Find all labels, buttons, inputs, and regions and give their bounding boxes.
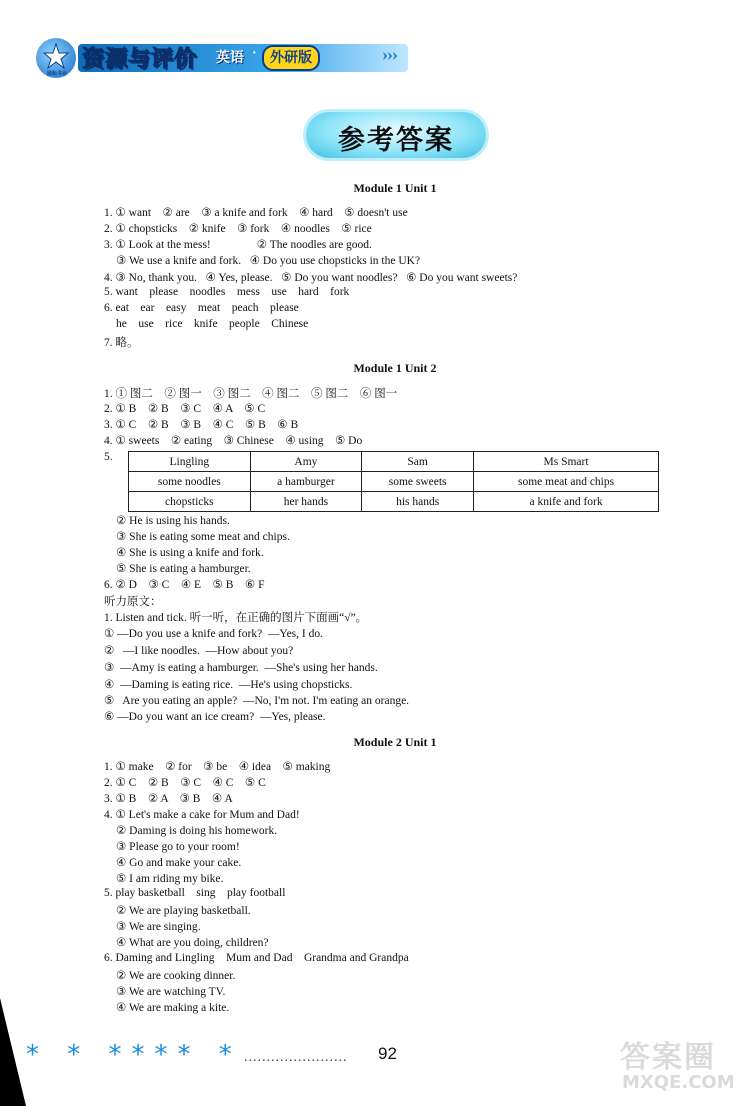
subject-label: 英语 (216, 50, 244, 66)
answer-line: 5. play basketball sing play football (104, 887, 286, 899)
table-cell: Sam (362, 452, 474, 472)
answer-line: 6. eat ear easy meat peach please (104, 302, 299, 314)
answer-line: 1. ① want ② are ③ a knife and fork ④ hard ⑤ doesn't use (104, 207, 408, 219)
module-heading: Module 1 Unit 2 (353, 361, 437, 375)
chevron-right-icon: ››› (382, 44, 397, 64)
table-cell: some sweets (362, 472, 474, 492)
answer-line: 5. want please noodles mess use hard fork (104, 286, 350, 298)
answer-line: 1. Listen and tick. 听一听，在正确的图片下面画“√”。 (104, 612, 368, 624)
corner-decoration (0, 998, 26, 1106)
answer-line: ⑤ She is eating a hamburger. (116, 563, 251, 575)
series-title: 资源与评价 (82, 47, 198, 72)
answer-line: ③ We use a knife and fork. ④ Do you use chopsticks in the UK? (116, 255, 421, 267)
answer-line: 1. ① make ② for ③ be ④ idea ⑤ making (104, 761, 331, 773)
answer-line: ④ We are making a kite. (116, 1002, 230, 1014)
logo-caption: 励耘书业 (46, 71, 67, 77)
answer-line: 4. ① Let's make a cake for Mum and Dad! (104, 809, 300, 821)
answer-line: 2. ① chopsticks ② knife ③ fork ④ noodles ⑤ rice (104, 223, 372, 235)
page-number: 92 (378, 1044, 397, 1063)
star-decoration-icon: * * **** * (26, 1040, 242, 1070)
answer-line: 3. ① C ② B ③ B ④ C ⑤ B ⑥ B (104, 419, 299, 431)
table-cell: some noodles (129, 472, 251, 492)
table-cell: a knife and fork (474, 492, 659, 512)
answer-line: ⑤ Are you eating an apple? —No, I'm not. I'm eating an orange. (104, 695, 410, 707)
answer-line: ③ She is eating some meat and chips. (116, 531, 290, 543)
answer-line: 2. ① B ② B ③ C ④ A ⑤ C (104, 403, 266, 415)
table-row (129, 452, 659, 472)
answer-line: 5. (104, 451, 113, 463)
answer-line: 6. ② D ③ C ④ E ⑤ B ⑥ F (104, 579, 265, 591)
table-cell: his hands (362, 492, 474, 512)
answer-line: ④ —Daming is eating rice. —He's using chopsticks. (104, 679, 353, 691)
leader-dots: ....................... (244, 1050, 348, 1065)
module-heading: Module 1 Unit 1 (353, 181, 437, 195)
book-header (36, 36, 436, 82)
answer-line: ③ Please go to your room! (116, 841, 240, 853)
answer-line: 7. 略。 (104, 337, 139, 349)
answer-line: 3. ① Look at the mess! ② The noodles are good. (104, 239, 372, 251)
answer-line: ② We are cooking dinner. (116, 970, 236, 982)
table-cell: Ms Smart (474, 452, 659, 472)
answer-line: 6. Daming and Lingling Mum and Dad Grandma and Grandpa (104, 952, 409, 964)
answer-table (128, 451, 659, 512)
answer-title-banner (306, 112, 486, 158)
answer-line: ③ We are watching TV. (116, 986, 226, 998)
answer-line: 4. ③ No, thank you. ④ Yes, please. ⑤ Do you want noodles? ⑥ Do you want sweets? (104, 272, 518, 284)
watermark-url: MXQE.COM (622, 1072, 735, 1093)
watermark-text: 答案圈 (620, 1040, 716, 1075)
table-cell: a hamburger (250, 472, 362, 492)
watermark-logo (600, 1030, 740, 1100)
table-cell: chopsticks (129, 492, 251, 512)
answer-line: ⑥ —Do you want an ice cream? —Yes, please. (104, 711, 326, 723)
table-cell: some meat and chips (474, 472, 659, 492)
page-title: 参考答案 (338, 125, 454, 156)
answer-line: ② We are playing basketball. (116, 905, 251, 917)
answer-line: he use rice knife people Chinese (116, 318, 309, 330)
module-heading: Module 2 Unit 1 (353, 735, 437, 749)
table-cell: her hands (250, 492, 362, 512)
edition-badge: 外研版 (262, 45, 320, 71)
answer-line: ② He is using his hands. (116, 515, 230, 527)
separator: · (252, 46, 257, 61)
answer-line: ② Daming is doing his homework. (116, 825, 278, 837)
answer-line: 4. ① sweets ② eating ③ Chinese ④ using ⑤ Do (104, 435, 363, 447)
answer-line: ④ She is using a knife and fork. (116, 547, 264, 559)
answer-line: 2. ① C ② B ③ C ④ C ⑤ C (104, 777, 266, 789)
answer-line: 听力原文： (104, 596, 162, 608)
answer-line: ③ We are singing. (116, 921, 201, 933)
table-row (129, 472, 659, 492)
answer-line: ② —I like noodles. —How about you? (104, 645, 294, 657)
answer-line: ⑤ I am riding my bike. (116, 873, 224, 885)
table-row (129, 492, 659, 512)
answer-line: ③ —Amy is eating a hamburger. —She's using her hands. (104, 662, 378, 674)
answer-line: ④ What are you doing, children? (116, 937, 269, 949)
table-cell: Lingling (129, 452, 251, 472)
table-cell: Amy (250, 452, 362, 472)
answer-line: ④ Go and make your cake. (116, 857, 242, 869)
answer-line: ① —Do you use a knife and fork? —Yes, I do. (104, 628, 323, 640)
answer-line: 3. ① B ② A ③ B ④ A (104, 793, 233, 805)
answer-line: 1. ① 图二 ② 图一 ③ 图二 ④ 图二 ⑤ 图二 ⑥ 图一 (104, 388, 398, 400)
